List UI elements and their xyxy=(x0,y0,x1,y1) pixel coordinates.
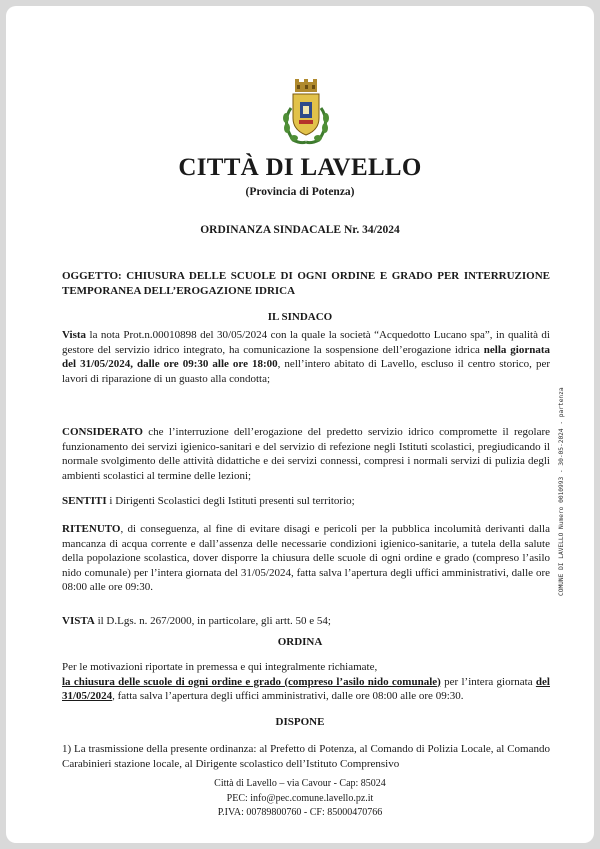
ordina-paragraph xyxy=(62,660,550,704)
vista-law-paragraph xyxy=(62,614,550,629)
considerato-text: che l’interruzione dell’erogazione del predetto servizio idrico compromette il regolare funzionamento dei servizi igienico-sanitari e del servizio di refezione negli Istituti scolastici, pregiudicando il normale svolgimento delle attività didattiche e dei servizi connessi, compresi i normali servizi di pulizia degli ambienti scolastici al termine delle lezioni; xyxy=(62,426,550,482)
considerato-lead: CONSIDERATO xyxy=(62,426,143,438)
ritenuto-paragraph xyxy=(62,522,550,595)
sentiti-paragraph xyxy=(62,494,550,509)
ordina-line-1: Per le motivazioni riportate in premessa e qui integralmente richiamate, xyxy=(62,661,378,673)
province-subtitle: (Provincia di Potenza) xyxy=(245,186,355,198)
mayor-heading: IL SINDACO xyxy=(267,311,333,323)
footer xyxy=(6,777,594,821)
subject-paragraph: OGGETTO: CHIUSURA DELLE SCUOLE DI OGNI ORDINE E GRADO PER INTERRUZIONE TEMPORANEA DELL’EROGAZIONE IDRICA xyxy=(62,270,550,297)
vista-bold-date: nella giornata del 31/05/2024, dalle ore 09:30 alle ore 18:00 xyxy=(62,343,550,371)
vista-text-1: la nota Prot.n.00010898 del 30/05/2024 con la quale la società “Acquedotto Lucano spa”, in qualità di gestore del servizio idrico integrato, ha comunicazione la sospensione dell’erogazione idrica xyxy=(62,329,550,356)
ordina-date: del 31/05/2024 xyxy=(62,675,550,703)
city-title: CITTÀ DI LAVELLO xyxy=(178,154,422,181)
vista-text-2: , nell’intero abitato di Lavello, escluso il centro storico, per lavori di riparazione di un guasto alla condotta; xyxy=(62,358,550,385)
vista-lead: Vista xyxy=(62,329,87,341)
document-page xyxy=(6,6,594,843)
ritenuto-text: , di conseguenza, al fine di evitare disagi e pericoli per la pubblica incolumità derivanti dalla mancanza di acqua corrente e dall’assenza delle necessarie condizioni igienico-sanitarie, a tutela della salute della popolazione scolastica, dover disporre la chiusura delle scuole di ogni ordine e grado (compreso l’asilo nido comunale) per l’intera giornata del 31/05/2024, fatta salva l’apertura degli uffici amministrativi, dalle ore 08:00 alle ore 09:30. xyxy=(62,523,550,594)
ordina-text-2: per l’intera giornata xyxy=(440,675,536,688)
city-crest-icon xyxy=(275,78,337,150)
ordina-closure: la chiusura delle scuole di ogni ordine e grado (compreso l’asilo nido comunale) xyxy=(62,675,441,688)
ordina-heading: ORDINA xyxy=(277,636,323,648)
vista-law-lead: VISTA xyxy=(62,615,95,627)
footer-fiscal: P.IVA: 00789800760 - CF: 85000470766 xyxy=(217,807,383,818)
dispone-heading: DISPONE xyxy=(275,716,325,728)
footer-address: Città di Lavello – via Cavour - Cap: 85024 xyxy=(214,778,386,789)
considerato-paragraph xyxy=(62,425,550,483)
sentiti-text: i Dirigenti Scolastici degli Istituti presenti sul territorio; xyxy=(106,495,355,507)
dispone-paragraph: 1) La trasmissione della presente ordinanza: al Prefetto di Potenza, al Comando di Polizia Locale, al Comando Carabinieri stazione locale, al Dirigente scolastico dell’Istituto Comprensivo xyxy=(62,743,550,770)
ritenuto-lead: RITENUTO xyxy=(62,523,121,535)
footer-pec: PEC: info@pec.comune.lavello.pz.it xyxy=(226,792,374,804)
protocol-stamp: COMUNE DI LAVELLO Numero 0010993 - 30-05-2024 - partenza xyxy=(558,387,565,596)
vista-paragraph xyxy=(62,328,550,386)
ordinance-number: ORDINANZA SINDACALE Nr. 34/2024 xyxy=(200,224,400,236)
sentiti-lead: SENTITI xyxy=(62,495,107,507)
vista-law-text: il D.Lgs. n. 267/2000, in particolare, gli artt. 50 e 54; xyxy=(94,615,331,627)
ordina-text-3: , fatta salva l’apertura degli uffici amministrativi, dalle ore 08:00 alle ore 09:30. xyxy=(112,690,464,703)
